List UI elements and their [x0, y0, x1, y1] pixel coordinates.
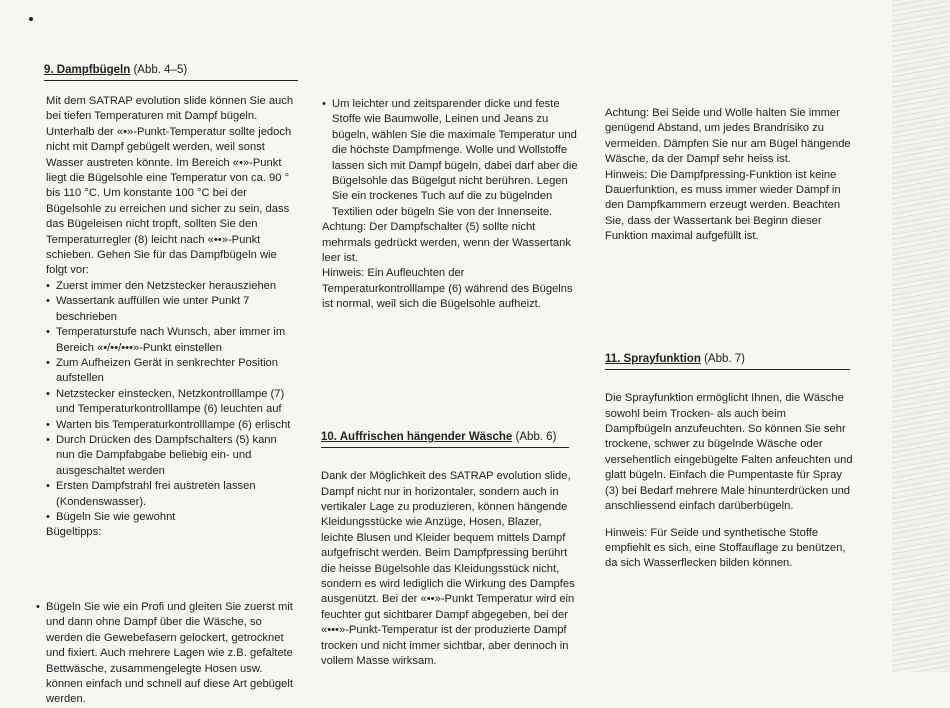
tip-1-start [36, 600, 298, 706]
tips-label: Bügeltipps: [46, 526, 102, 539]
step-item: • Durch Drücken des Dampfschalters (5) kann nun die Dampfabgabe beliebig ein- und ausgeschaltet werden [46, 433, 298, 479]
section-9-intro: Mit dem SATRAP evolution slide können Sie auch bei tiefen Temperaturen mit Dampf bügeln. Unterhalb der «•»-Punkt-Temperatur sollte jedoch nicht mit Dampf gebügelt werden, weil sonst Wasser austreten könnte. Im Bereich «•»-Punkt liegt die Bügelsohle eine Temperatur von ca. 90 ° bis 110 °C. Um konstante 100 °C bei der Bügelsohle zu erreichen und sicher zu sein, dass das Bügeleisen nicht tropft, sollten Sie den Temperaturregler (8) leicht nach «••»-Punkt schieben. Gehen Sie für das Dampfbügeln wie folgt vor: [46, 95, 294, 277]
section-11-heading [605, 352, 850, 370]
tip-1-text: • Bügeln Sie wie ein Profi und gleiten Sie zuerst mit und dann ohne Dampf über die Wäsche, so werden die Gewebefasern gelockert, getrocknet und fixiert. Auch mehrere Lagen wie z.B. gefaltete Bettwäsche, zusammengelegte Hosen usw. können einfach und schnell auf diese Art gebügelt werden. [46, 601, 293, 706]
section-9-heading [44, 63, 298, 81]
tip-item: • Um leichter und zeitsparender dicke und feste Stoffe wie Baumwolle, Leinen und Jeans zu bügeln, wählen Sie die maximale Temperatur und die höchste Dampfmenge. Wolle und Wollstoffe lassen sich mit Dampf bügeln, dabei darf aber die Bügelsohle das Bügelgut nicht berühren. Legen Sie ein trockenes Tuch auf die zu bügelnden Textilien oder bügeln Sie von der Innenseite. [322, 97, 578, 220]
step-item: • Temperaturstufe nach Wunsch, aber immer im Bereich «•/••/•••»-Punkt einstellen [46, 325, 298, 356]
section-11-title: 11. Sprayfunktion [605, 353, 701, 365]
section-9-steps [46, 279, 298, 526]
step-item: • Zum Aufheizen Gerät in senkrechter Position aufstellen [46, 356, 298, 387]
scan-dot [29, 17, 33, 21]
section-10-ref: (Abb. 6) [515, 431, 557, 443]
column-1 [46, 94, 298, 541]
tip-item [36, 600, 298, 706]
section-10-heading [321, 430, 569, 448]
section-11-content [605, 380, 855, 583]
section-9-title: 9. Dampfbügeln [44, 64, 131, 76]
section-10-title: 10. Auffrischen hängender Wäsche [321, 431, 513, 443]
column-2 [322, 97, 578, 313]
section-9-caution: Achtung: Der Dampfschalter (5) sollte nicht mehrmals gedrückt werden, wenn der Wassertank leer ist. [322, 221, 571, 265]
column-3 [605, 106, 860, 245]
step-item: • Wassertank auffüllen wie unter Punkt 7 beschrieben [46, 294, 298, 325]
step-item: • Bügeln Sie wie gewohnt [46, 510, 298, 525]
step-item: • Netzstecker einstecken, Netzkontrolllampe (7) und Temperaturkontrolllampe (6) leuchten auf [46, 387, 298, 418]
section-10-body: Dank der Möglichkeit des SATRAP evolution slide, Dampf nicht nur in horizontaler, sondern auch in vertikaler Lage zu produzieren, können hängende Kleidungsstücke wie Anzüge, Hosen, Blazer, leichte Blusen und Kleider bequem mittels Dampf aufgefrischt werden. Beim Dampfpressing berührt die heisse Bügelsohle das Kleidungsstück nicht, sondern es wird lediglich die Wirkung des Dampfes ausgenützt. Bei der «••»-Punkt Temperatur wird ein feuchter gut sichtbarer Dampf abgegeben, bei der «•••»-Punkt-Temperatur ist der produzierte Dampf trocken und nicht immer sichtbar, aber dennoch in vollem Masse wirksam. [321, 470, 575, 668]
section-11-note: Hinweis: Für Seide und synthetische Stoffe empfiehlt es sich, eine Stoffauflage zu benützen, da sich Wasserflecken bilden können. [605, 526, 846, 570]
scanned-page-edge [892, 0, 950, 672]
section-10-note: Hinweis: Die Dampfpressing-Funktion ist keine Dauerfunktion, es muss immer wieder Dampf in den Dampfkammern erzeugt werden. Beachten Sie, dass der Wassertank bei Beginn dieser Funktion maximal aufgefüllt ist. [605, 168, 841, 243]
section-10-body-wrap [321, 458, 577, 680]
section-11-ref: (Abb. 7) [704, 353, 745, 365]
section-9-ref: (Abb. 4–5) [133, 64, 188, 76]
section-11-body: Die Sprayfunktion ermöglicht Ihnen, die Wäsche sowohl beim Trocken- als auch beim Dampfbügeln anzufeuchten. So können Sie sehr trockene, schwer zu bügelnde Wäsche oder versehentlich eingebügelte Falten anfeuchten und glatt bügeln. Einfach die Pumpentaste für Spray (3) bei Bedarf mehrere Male hinunterdrücken und anschliessend einfach darüberbügeln. [605, 392, 853, 513]
section-10-caution: Achtung: Bei Seide und Wolle halten Sie immer genügend Abstand, um jedes Brandrisiko zu vermeiden. Dämpfen Sie nur am Bügel hängende Wäsche, da der Dampf sehr heiss ist. [605, 107, 851, 166]
step-item: • Zuerst immer den Netzstecker herausziehen [46, 279, 298, 294]
section-9-note: Hinweis: Ein Aufleuchten der Temperaturkontrolllampe (6) während des Bügelns ist normal, weil sich die Bügelsohle aufheizt. [322, 267, 573, 311]
step-item: • Warten bis Temperaturkontrolllampe (6) erlischt [46, 418, 298, 433]
step-item: • Ersten Dampfstrahl frei austreten lassen (Kondenswasser). [46, 479, 298, 510]
